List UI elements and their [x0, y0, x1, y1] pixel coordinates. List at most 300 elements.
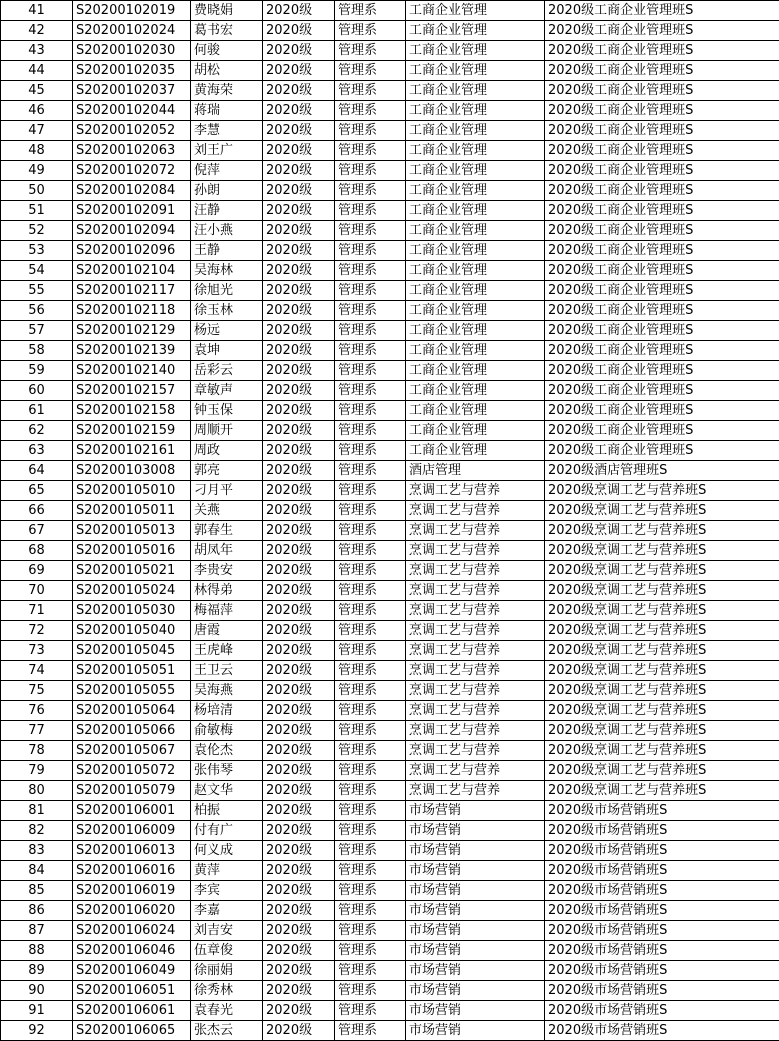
student-id-cell: S20200105064	[73, 701, 191, 721]
table-row	[1, 781, 779, 801]
student-name-cell: 俞敏梅	[191, 721, 263, 741]
department-cell: 管理系	[335, 641, 406, 661]
row-number-cell: 68	[1, 541, 73, 561]
student-name-cell: 胡凤年	[191, 541, 263, 561]
table-row	[1, 81, 779, 101]
student-name-cell: 关燕	[191, 501, 263, 521]
class-cell: 2020级烹调工艺与营养班S	[545, 581, 779, 601]
table-row	[1, 1, 779, 21]
table-row	[1, 181, 779, 201]
table-row	[1, 861, 779, 881]
major-cell: 烹调工艺与营养	[406, 781, 545, 801]
grade-cell: 2020级	[263, 101, 335, 121]
student-id-cell: S20200105010	[73, 481, 191, 501]
row-number-cell: 81	[1, 801, 73, 821]
department-cell: 管理系	[335, 21, 406, 41]
student-name-cell: 李嘉	[191, 901, 263, 921]
major-cell: 工商企业管理	[406, 201, 545, 221]
row-number-cell: 64	[1, 461, 73, 481]
class-cell: 2020级烹调工艺与营养班S	[545, 601, 779, 621]
student-name-cell: 黄萍	[191, 861, 263, 881]
grade-cell: 2020级	[263, 621, 335, 641]
major-cell: 工商企业管理	[406, 101, 545, 121]
student-id-cell: S20200106020	[73, 901, 191, 921]
row-number-cell: 56	[1, 301, 73, 321]
grade-cell: 2020级	[263, 981, 335, 1001]
department-cell: 管理系	[335, 821, 406, 841]
grade-cell: 2020级	[263, 381, 335, 401]
grade-cell: 2020级	[263, 501, 335, 521]
student-name-cell: 钟玉保	[191, 401, 263, 421]
row-number-cell: 90	[1, 981, 73, 1001]
student-id-cell: S20200103008	[73, 461, 191, 481]
student-name-cell: 吴海林	[191, 261, 263, 281]
major-cell: 工商企业管理	[406, 1, 545, 21]
row-number-cell: 87	[1, 921, 73, 941]
major-cell: 工商企业管理	[406, 241, 545, 261]
department-cell: 管理系	[335, 121, 406, 141]
grade-cell: 2020级	[263, 1021, 335, 1041]
department-cell: 管理系	[335, 601, 406, 621]
table-row	[1, 841, 779, 861]
major-cell: 工商企业管理	[406, 61, 545, 81]
class-cell: 2020级工商企业管理班S	[545, 281, 779, 301]
grade-cell: 2020级	[263, 741, 335, 761]
major-cell: 工商企业管理	[406, 141, 545, 161]
table-row	[1, 321, 779, 341]
major-cell: 市场营销	[406, 821, 545, 841]
grade-cell: 2020级	[263, 441, 335, 461]
department-cell: 管理系	[335, 221, 406, 241]
class-cell: 2020级工商企业管理班S	[545, 401, 779, 421]
row-number-cell: 42	[1, 21, 73, 41]
row-number-cell: 46	[1, 101, 73, 121]
row-number-cell: 70	[1, 581, 73, 601]
department-cell: 管理系	[335, 521, 406, 541]
table-row	[1, 241, 779, 261]
row-number-cell: 71	[1, 601, 73, 621]
department-cell: 管理系	[335, 61, 406, 81]
table-row	[1, 541, 779, 561]
table-row	[1, 461, 779, 481]
row-number-cell: 66	[1, 501, 73, 521]
student-name-cell: 伍章俊	[191, 941, 263, 961]
department-cell: 管理系	[335, 181, 406, 201]
class-cell: 2020级工商企业管理班S	[545, 1, 779, 21]
table-row	[1, 581, 779, 601]
table-row	[1, 481, 779, 501]
student-name-cell: 赵文华	[191, 781, 263, 801]
department-cell: 管理系	[335, 661, 406, 681]
row-number-cell: 84	[1, 861, 73, 881]
department-cell: 管理系	[335, 321, 406, 341]
major-cell: 工商企业管理	[406, 301, 545, 321]
student-name-cell: 吴海燕	[191, 681, 263, 701]
department-cell: 管理系	[335, 141, 406, 161]
department-cell: 管理系	[335, 581, 406, 601]
row-number-cell: 50	[1, 181, 73, 201]
department-cell: 管理系	[335, 861, 406, 881]
grade-cell: 2020级	[263, 261, 335, 281]
student-name-cell: 袁坤	[191, 341, 263, 361]
table-row	[1, 601, 779, 621]
table-row	[1, 141, 779, 161]
grade-cell: 2020级	[263, 941, 335, 961]
major-cell: 工商企业管理	[406, 321, 545, 341]
grade-cell: 2020级	[263, 561, 335, 581]
class-cell: 2020级烹调工艺与营养班S	[545, 541, 779, 561]
table-row	[1, 361, 779, 381]
class-cell: 2020级市场营销班S	[545, 881, 779, 901]
student-name-cell: 郭春生	[191, 521, 263, 541]
department-cell: 管理系	[335, 961, 406, 981]
student-id-cell: S20200102161	[73, 441, 191, 461]
student-id-cell: S20200102157	[73, 381, 191, 401]
student-name-cell: 杨培清	[191, 701, 263, 721]
department-cell: 管理系	[335, 541, 406, 561]
row-number-cell: 51	[1, 201, 73, 221]
table-row	[1, 441, 779, 461]
student-id-cell: S20200106009	[73, 821, 191, 841]
row-number-cell: 79	[1, 761, 73, 781]
grade-cell: 2020级	[263, 341, 335, 361]
major-cell: 工商企业管理	[406, 261, 545, 281]
row-number-cell: 89	[1, 961, 73, 981]
class-cell: 2020级市场营销班S	[545, 961, 779, 981]
class-cell: 2020级烹调工艺与营养班S	[545, 681, 779, 701]
class-cell: 2020级工商企业管理班S	[545, 221, 779, 241]
class-cell: 2020级市场营销班S	[545, 981, 779, 1001]
row-number-cell: 61	[1, 401, 73, 421]
department-cell: 管理系	[335, 41, 406, 61]
class-cell: 2020级烹调工艺与营养班S	[545, 561, 779, 581]
class-cell: 2020级工商企业管理班S	[545, 241, 779, 261]
student-name-cell: 蒋瑞	[191, 101, 263, 121]
student-name-cell: 何骏	[191, 41, 263, 61]
table-row	[1, 301, 779, 321]
grade-cell: 2020级	[263, 641, 335, 661]
department-cell: 管理系	[335, 401, 406, 421]
department-cell: 管理系	[335, 1, 406, 21]
student-name-cell: 汪小燕	[191, 221, 263, 241]
class-cell: 2020级烹调工艺与营养班S	[545, 721, 779, 741]
class-cell: 2020级工商企业管理班S	[545, 441, 779, 461]
student-name-cell: 徐旭光	[191, 281, 263, 301]
student-id-cell: S20200102104	[73, 261, 191, 281]
row-number-cell: 57	[1, 321, 73, 341]
department-cell: 管理系	[335, 481, 406, 501]
row-number-cell: 45	[1, 81, 73, 101]
class-cell: 2020级烹调工艺与营养班S	[545, 701, 779, 721]
department-cell: 管理系	[335, 681, 406, 701]
table-row	[1, 341, 779, 361]
row-number-cell: 73	[1, 641, 73, 661]
student-id-cell: S20200105055	[73, 681, 191, 701]
class-cell: 2020级工商企业管理班S	[545, 101, 779, 121]
row-number-cell: 63	[1, 441, 73, 461]
table-row	[1, 61, 779, 81]
department-cell: 管理系	[335, 301, 406, 321]
row-number-cell: 41	[1, 1, 73, 21]
department-cell: 管理系	[335, 981, 406, 1001]
major-cell: 市场营销	[406, 921, 545, 941]
student-name-cell: 徐秀林	[191, 981, 263, 1001]
grade-cell: 2020级	[263, 901, 335, 921]
department-cell: 管理系	[335, 201, 406, 221]
row-number-cell: 58	[1, 341, 73, 361]
class-cell: 2020级烹调工艺与营养班S	[545, 501, 779, 521]
row-number-cell: 86	[1, 901, 73, 921]
department-cell: 管理系	[335, 761, 406, 781]
student-id-cell: S20200106016	[73, 861, 191, 881]
student-id-cell: S20200102139	[73, 341, 191, 361]
table-row	[1, 681, 779, 701]
class-cell: 2020级市场营销班S	[545, 861, 779, 881]
major-cell: 工商企业管理	[406, 181, 545, 201]
grade-cell: 2020级	[263, 241, 335, 261]
student-name-cell: 王卫云	[191, 661, 263, 681]
table-row	[1, 381, 779, 401]
student-name-cell: 孙朗	[191, 181, 263, 201]
department-cell: 管理系	[335, 381, 406, 401]
grade-cell: 2020级	[263, 461, 335, 481]
department-cell: 管理系	[335, 261, 406, 281]
table-row	[1, 561, 779, 581]
table-row	[1, 1001, 779, 1021]
class-cell: 2020级烹调工艺与营养班S	[545, 781, 779, 801]
student-id-cell: S20200102035	[73, 61, 191, 81]
department-cell: 管理系	[335, 721, 406, 741]
student-id-cell: S20200106013	[73, 841, 191, 861]
class-cell: 2020级工商企业管理班S	[545, 21, 779, 41]
major-cell: 烹调工艺与营养	[406, 721, 545, 741]
student-id-cell: S20200105066	[73, 721, 191, 741]
student-name-cell: 杨远	[191, 321, 263, 341]
major-cell: 工商企业管理	[406, 121, 545, 141]
grade-cell: 2020级	[263, 781, 335, 801]
class-cell: 2020级市场营销班S	[545, 921, 779, 941]
department-cell: 管理系	[335, 881, 406, 901]
student-name-cell: 刁月平	[191, 481, 263, 501]
grade-cell: 2020级	[263, 181, 335, 201]
table-row	[1, 801, 779, 821]
grade-cell: 2020级	[263, 701, 335, 721]
student-name-cell: 李贵安	[191, 561, 263, 581]
department-cell: 管理系	[335, 921, 406, 941]
student-name-cell: 葛书宏	[191, 21, 263, 41]
major-cell: 市场营销	[406, 1001, 545, 1021]
table-row	[1, 741, 779, 761]
student-name-cell: 岳彩云	[191, 361, 263, 381]
table-row	[1, 821, 779, 841]
grade-cell: 2020级	[263, 281, 335, 301]
class-cell: 2020级烹调工艺与营养班S	[545, 661, 779, 681]
grade-cell: 2020级	[263, 601, 335, 621]
row-number-cell: 62	[1, 421, 73, 441]
grade-cell: 2020级	[263, 481, 335, 501]
row-number-cell: 52	[1, 221, 73, 241]
major-cell: 酒店管理	[406, 461, 545, 481]
major-cell: 烹调工艺与营养	[406, 641, 545, 661]
class-cell: 2020级市场营销班S	[545, 821, 779, 841]
major-cell: 市场营销	[406, 901, 545, 921]
row-number-cell: 53	[1, 241, 73, 261]
table-row	[1, 641, 779, 661]
class-cell: 2020级工商企业管理班S	[545, 321, 779, 341]
major-cell: 工商企业管理	[406, 361, 545, 381]
grade-cell: 2020级	[263, 921, 335, 941]
row-number-cell: 44	[1, 61, 73, 81]
student-id-cell: S20200106065	[73, 1021, 191, 1041]
major-cell: 烹调工艺与营养	[406, 541, 545, 561]
student-name-cell: 张杰云	[191, 1021, 263, 1041]
student-name-cell: 王虎峰	[191, 641, 263, 661]
class-cell: 2020级市场营销班S	[545, 1021, 779, 1041]
grade-cell: 2020级	[263, 401, 335, 421]
table-row	[1, 621, 779, 641]
class-cell: 2020级工商企业管理班S	[545, 141, 779, 161]
row-number-cell: 67	[1, 521, 73, 541]
row-number-cell: 49	[1, 161, 73, 181]
student-id-cell: S20200102024	[73, 21, 191, 41]
student-id-cell: S20200102094	[73, 221, 191, 241]
department-cell: 管理系	[335, 1001, 406, 1021]
student-name-cell: 付有广	[191, 821, 263, 841]
major-cell: 市场营销	[406, 881, 545, 901]
major-cell: 工商企业管理	[406, 401, 545, 421]
major-cell: 工商企业管理	[406, 341, 545, 361]
student-name-cell: 周政	[191, 441, 263, 461]
grade-cell: 2020级	[263, 301, 335, 321]
student-id-cell: S20200105030	[73, 601, 191, 621]
student-name-cell: 王静	[191, 241, 263, 261]
student-name-cell: 汪静	[191, 201, 263, 221]
class-cell: 2020级市场营销班S	[545, 901, 779, 921]
grade-cell: 2020级	[263, 121, 335, 141]
table-row	[1, 221, 779, 241]
department-cell: 管理系	[335, 741, 406, 761]
student-id-cell: S20200102052	[73, 121, 191, 141]
class-cell: 2020级酒店管理班S	[545, 461, 779, 481]
row-number-cell: 92	[1, 1021, 73, 1041]
student-id-cell: S20200105079	[73, 781, 191, 801]
grade-cell: 2020级	[263, 541, 335, 561]
class-cell: 2020级工商企业管理班S	[545, 41, 779, 61]
class-cell: 2020级烹调工艺与营养班S	[545, 741, 779, 761]
row-number-cell: 78	[1, 741, 73, 761]
grade-cell: 2020级	[263, 961, 335, 981]
student-id-cell: S20200102063	[73, 141, 191, 161]
department-cell: 管理系	[335, 421, 406, 441]
class-cell: 2020级烹调工艺与营养班S	[545, 521, 779, 541]
department-cell: 管理系	[335, 841, 406, 861]
grade-cell: 2020级	[263, 41, 335, 61]
major-cell: 工商企业管理	[406, 41, 545, 61]
table-row	[1, 721, 779, 741]
row-number-cell: 83	[1, 841, 73, 861]
major-cell: 烹调工艺与营养	[406, 481, 545, 501]
major-cell: 烹调工艺与营养	[406, 521, 545, 541]
student-id-cell: S20200102084	[73, 181, 191, 201]
student-id-cell: S20200102091	[73, 201, 191, 221]
department-cell: 管理系	[335, 461, 406, 481]
row-number-cell: 60	[1, 381, 73, 401]
row-number-cell: 65	[1, 481, 73, 501]
grade-cell: 2020级	[263, 61, 335, 81]
row-number-cell: 47	[1, 121, 73, 141]
major-cell: 烹调工艺与营养	[406, 501, 545, 521]
student-name-cell: 刘王广	[191, 141, 263, 161]
grade-cell: 2020级	[263, 81, 335, 101]
table-row	[1, 661, 779, 681]
student-name-cell: 郭亮	[191, 461, 263, 481]
student-id-cell: S20200102129	[73, 321, 191, 341]
department-cell: 管理系	[335, 1021, 406, 1041]
row-number-cell: 91	[1, 1001, 73, 1021]
student-name-cell: 刘吉安	[191, 921, 263, 941]
student-id-cell: S20200105067	[73, 741, 191, 761]
student-id-cell: S20200106001	[73, 801, 191, 821]
row-number-cell: 77	[1, 721, 73, 741]
class-cell: 2020级工商企业管理班S	[545, 181, 779, 201]
student-name-cell: 柏振	[191, 801, 263, 821]
table-row	[1, 421, 779, 441]
grade-cell: 2020级	[263, 841, 335, 861]
major-cell: 烹调工艺与营养	[406, 761, 545, 781]
major-cell: 烹调工艺与营养	[406, 661, 545, 681]
class-cell: 2020级烹调工艺与营养班S	[545, 481, 779, 501]
class-cell: 2020级工商企业管理班S	[545, 341, 779, 361]
table-row	[1, 401, 779, 421]
grade-cell: 2020级	[263, 321, 335, 341]
grade-cell: 2020级	[263, 221, 335, 241]
class-cell: 2020级烹调工艺与营养班S	[545, 761, 779, 781]
major-cell: 烹调工艺与营养	[406, 701, 545, 721]
grade-cell: 2020级	[263, 581, 335, 601]
table-row	[1, 501, 779, 521]
department-cell: 管理系	[335, 101, 406, 121]
table-row	[1, 901, 779, 921]
department-cell: 管理系	[335, 341, 406, 361]
student-id-cell: S20200106024	[73, 921, 191, 941]
student-id-cell: S20200102030	[73, 41, 191, 61]
student-name-cell: 周顺开	[191, 421, 263, 441]
department-cell: 管理系	[335, 621, 406, 641]
student-id-cell: S20200105011	[73, 501, 191, 521]
grade-cell: 2020级	[263, 721, 335, 741]
major-cell: 工商企业管理	[406, 441, 545, 461]
student-id-cell: S20200105016	[73, 541, 191, 561]
class-cell: 2020级工商企业管理班S	[545, 161, 779, 181]
grade-cell: 2020级	[263, 361, 335, 381]
row-number-cell: 48	[1, 141, 73, 161]
class-cell: 2020级工商企业管理班S	[545, 81, 779, 101]
row-number-cell: 72	[1, 621, 73, 641]
class-cell: 2020级工商企业管理班S	[545, 301, 779, 321]
row-number-cell: 74	[1, 661, 73, 681]
major-cell: 工商企业管理	[406, 161, 545, 181]
class-cell: 2020级工商企业管理班S	[545, 261, 779, 281]
student-name-cell: 何义成	[191, 841, 263, 861]
major-cell: 市场营销	[406, 1021, 545, 1041]
student-name-cell: 李慧	[191, 121, 263, 141]
grade-cell: 2020级	[263, 801, 335, 821]
table-row	[1, 761, 779, 781]
table-row	[1, 1021, 779, 1041]
student-name-cell: 林得弟	[191, 581, 263, 601]
department-cell: 管理系	[335, 81, 406, 101]
class-cell: 2020级烹调工艺与营养班S	[545, 641, 779, 661]
